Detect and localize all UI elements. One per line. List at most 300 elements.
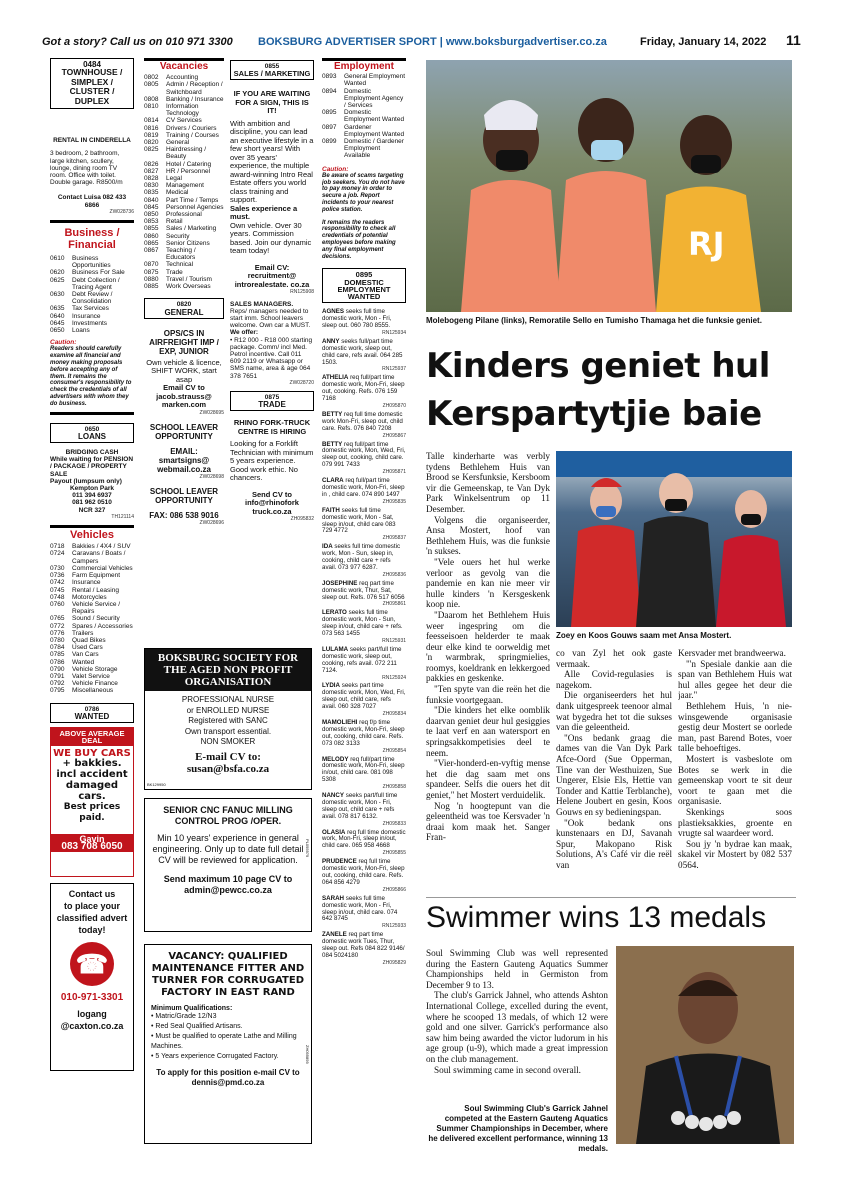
paragraph: Soul Swimming Club was well represented during the Eastern Gauteng Aquatics Summer Championships held in Germiston from December 9 to 13. (426, 948, 608, 990)
category-item[interactable] (144, 240, 224, 247)
entry-name: SARAH (322, 894, 345, 902)
category-item[interactable] (50, 579, 134, 586)
loans-line: BRIDGING CASH (65, 449, 119, 457)
svg-text:RJ: RJ (688, 225, 725, 263)
school-title: SCHOOL LEAVER OPPORTUNITY (149, 422, 219, 441)
contact-phone: 010-971-3301 (60, 991, 124, 1003)
category-label: Vehicle Service / Repairs (72, 600, 121, 616)
category-label: Vehicle Finance (72, 680, 118, 688)
category-code: 0853 (144, 218, 159, 226)
divider (50, 220, 134, 223)
sales-managers-ad[interactable] (230, 301, 314, 380)
bsfa-line: NON SMOKER (200, 737, 256, 746)
domestic-entry[interactable] (322, 339, 406, 374)
story1-column-1 (426, 451, 550, 891)
domestic-entry[interactable] (322, 896, 406, 931)
category-code: 0645 (50, 319, 65, 327)
category-label: Security (166, 232, 190, 240)
category-item[interactable] (144, 204, 224, 211)
ad-email: Email CV: recruitment@ introrealestate. co.za (234, 262, 310, 289)
category-code: 0650 (50, 327, 65, 335)
intro-real-estate-ad[interactable] (230, 90, 314, 289)
paragraph: Soul swimming came in second overall. (434, 1064, 581, 1075)
category-item[interactable] (50, 615, 134, 622)
category-label: Wanted (72, 658, 95, 666)
entry-name: LULAMA (322, 645, 349, 653)
entry-ref: ZH095837 (382, 535, 406, 542)
entry-text: req part time domestic work Tues, Thur, sleep out. Refs 084 822 9146/ 084 5024180 (322, 931, 405, 959)
school-title: SCHOOL LEAVER OPPORTUNITY (149, 487, 219, 506)
vacancies-list (144, 74, 224, 290)
phone-icon: ☎ (70, 942, 114, 986)
paragraph: "Vele ouers het hul werke verloor as gevolg van die pandemie en kan nie meer vir hulle kinders 'n Kersgeskenk koop nie. (426, 556, 550, 610)
ops-ref: ZW028695 (199, 409, 224, 416)
loans-ncr: NCR 327 (78, 506, 106, 514)
entry-text: seeks full time domestic work, Mon - Sun, sleep in, cooking, child care + refs avail. 073 977 6287. (322, 543, 401, 571)
entry-text: req full/part time domestic work, Mon, Wed, Fri, sleep out, cooking, child care. 079 991 7433 (322, 440, 406, 469)
category-item[interactable] (50, 327, 134, 334)
ops-title: OPS/CS IN AIRFREIGHT IMP / EXP, JUNIOR (149, 328, 219, 356)
entry-ref: ZH095858 (382, 784, 406, 791)
entry-name: PRUDENCE (322, 858, 357, 866)
category-code: 0845 (144, 203, 159, 211)
loans-ad[interactable] (50, 449, 134, 514)
category-item[interactable] (50, 630, 134, 637)
category-label: General (166, 139, 190, 147)
entry-ref: RN125931 (382, 638, 406, 644)
bsfa-ad[interactable] (144, 648, 312, 790)
kids-photo-illustration (426, 60, 792, 312)
category-code: 0791 (50, 672, 65, 680)
entry-text: req f/p time domestic work, Mon-Fri, sleep out, cooking, child care. Refs. 073 082 3133 (322, 718, 405, 747)
loans-ref: TH121114 (111, 513, 134, 520)
category-code: 0897 (322, 123, 337, 131)
category-code: 0730 (50, 564, 65, 572)
category-item[interactable] (50, 666, 134, 673)
entry-ref: RN125934 (382, 329, 406, 336)
page-number: 11 (786, 32, 801, 48)
vacancy-qual: • Matric/Grade 12/N3 (151, 1013, 217, 1020)
story1-headline-line1: Kinders geniet hul (426, 346, 770, 386)
vehicles-heading: Vehicles (69, 529, 115, 542)
category-label: Loans (72, 327, 90, 335)
employment-heading: Employment (322, 58, 406, 70)
bsfa-line: or ENROLLED NURSE (186, 705, 270, 715)
category-label: Domestic Employment Wanted (344, 109, 405, 124)
domestic-entry[interactable] (322, 544, 406, 579)
category-code: 0795 (50, 687, 65, 695)
gouws-photo-caption: Zoey en Koos Gouws saam met Ansa Mostert. (556, 631, 732, 640)
school-leaver-ad-2[interactable] (144, 487, 224, 520)
domestic-entry[interactable] (322, 720, 406, 755)
category-label: Tax Services (72, 305, 109, 313)
category-code: 0895 (322, 109, 337, 117)
loans-title: LOANS (78, 431, 106, 441)
cnc-title: SENIOR CNC FANUC MILLING CONTROL PROG /OPER. (163, 805, 293, 826)
category-label: Sales / Marketing (166, 225, 217, 233)
paragraph: "'n Spesiale dankie aan die span van Bethlehem Huis wat hul alles gegee het deur die jaar." (678, 658, 792, 701)
category-code: 0850 (144, 211, 159, 219)
paragraph: Volgens die organiseerder, Ansa Mostert, hoof van Bethlehem Huis, was die funksie 'n sukses. (426, 514, 550, 557)
domestic-entry[interactable] (322, 442, 406, 477)
loans-line: While waiting for PENSION / PACKAGE / PROPERTY SALE (50, 456, 134, 478)
category-label: Teaching / Educators (166, 247, 196, 262)
entry-ref: ZH095871 (382, 469, 406, 476)
page-header (0, 30, 842, 50)
entry-name: ZANELE (322, 931, 347, 939)
domestic-entry[interactable] (322, 932, 406, 967)
ad-line: incl accident (56, 768, 128, 780)
category-label: Used Cars (72, 644, 103, 652)
category-code: 0718 (50, 543, 65, 551)
category-label: Domestic Employment Agency / Services (344, 87, 404, 110)
sales-box[interactable] (230, 60, 314, 80)
category-item[interactable] (144, 96, 224, 103)
vacancy-ref: ZH095899 (305, 1045, 310, 1064)
domestic-entry[interactable] (322, 412, 406, 440)
entry-text: seeks full time domestic work, Mon - Sat, sleep in/out, child care 083 729 4772 (322, 506, 396, 535)
category-item[interactable] (50, 565, 134, 572)
domestic-entry[interactable] (322, 375, 406, 410)
category-label: Miscellaneous (72, 687, 114, 695)
category-item[interactable] (50, 601, 134, 615)
rhino-email: Send CV to info@rhinofork truck.co.za (245, 489, 299, 516)
mgr-body: Reps/ managers needed to start imm. School leavers welcome. Own car a MUST. (230, 307, 311, 330)
category-code: 0835 (144, 189, 159, 197)
category-item[interactable] (322, 88, 406, 110)
loans-phone: 011 394 6937 (72, 492, 112, 500)
category-item[interactable] (50, 659, 134, 666)
category-item[interactable] (144, 146, 224, 160)
fitter-vacancy-ad[interactable] (144, 944, 312, 1144)
domestic-entry[interactable] (322, 757, 406, 792)
entry-ref: ZH095861 (382, 601, 406, 608)
category-item[interactable] (50, 594, 134, 601)
bsfa-line: Own transport essential. (184, 726, 272, 736)
contact-us-ad[interactable] (50, 883, 134, 1071)
header-story-line: Got a story? Call us on 010 971 3300 (42, 36, 233, 48)
entry-name: BETTY (322, 440, 343, 448)
category-label: Banking / Insurance (166, 95, 224, 103)
wanted-title: WANTED (74, 711, 110, 721)
sales-code: 0855 (264, 63, 280, 70)
entry-ref: ZH095870 (382, 403, 406, 409)
category-item[interactable] (322, 109, 406, 123)
ad-phone: 083 708 6050 (61, 840, 123, 852)
ad-line: + bakkies. (62, 757, 122, 769)
category-item[interactable] (144, 233, 224, 240)
loans-box[interactable] (50, 423, 134, 443)
category-item[interactable] (144, 247, 224, 261)
caution-heading: Caution: (50, 339, 77, 347)
header-section[interactable]: BOKSBURG ADVERTISER SPORT | www.boksburgadvertiser.co.za (258, 36, 607, 48)
category-item[interactable] (50, 305, 134, 312)
domestic-entry[interactable] (322, 793, 406, 828)
category-item[interactable] (50, 277, 134, 291)
paragraph: "Ons bedank graag die dames van die Van Dyk Park Afce-Oord (Sue Opperman, Tine van der Westhuizen, Sue Ungerer, Elsie Els, Hettie van Tonder and Kattie Terblanche), Helene Joubert en gesin, Koos Gouws en sy bedieningspan. (556, 732, 672, 817)
category-code: 0885 (144, 283, 159, 291)
category-code: 0828 (144, 175, 159, 183)
category-code: 0893 (322, 73, 337, 81)
ad-subtitle: RENTAL IN CINDERELLA (53, 137, 131, 145)
category-item[interactable] (50, 543, 134, 550)
bsfa-title: BOKSBURG SOCIETY FOR THE AGED NON PROFIT ORGANISATION (145, 649, 311, 691)
category-item[interactable] (50, 644, 134, 651)
category-code: 0772 (50, 622, 65, 630)
ops-body: Own vehicle & licence, SHIFT WORK, start asap (146, 357, 222, 384)
domestic-entry[interactable] (322, 478, 406, 506)
general-box[interactable] (144, 298, 224, 318)
paragraph: Die organiseerders het hul dank uitgespreek teenoor almal wat bygedra het tot die sukses van die geleentheid. (556, 690, 672, 733)
ad-ref: RN125908 (290, 289, 314, 296)
category-code: 0742 (50, 579, 65, 587)
category-item[interactable] (144, 269, 224, 276)
kids-photo-caption: Molebogeng Pilane (links), Remoratile Sello en Tumisho Thamaga het die funksie geniet. (426, 316, 762, 325)
category-label: Sound / Security (72, 615, 120, 623)
category-item[interactable] (50, 623, 134, 630)
ad-title: TOWNHOUSE / SIMPLEX / CLUSTER / DUPLEX (61, 67, 123, 106)
category-code: 0880 (144, 275, 159, 283)
category-label: Senior Citizens (166, 239, 210, 247)
category-item[interactable] (50, 680, 134, 687)
paragraph: "Daarom het Bethlehem Huis weer ingespring om die feesseisoen helderder te maak deur elke kind te oorweldig met 'n warmbrak, springmielies, roomys, koeldrank en lekkergoed pakkies en geskenke. (426, 609, 550, 684)
school-ref: ZW028696 (199, 520, 224, 527)
category-item[interactable] (144, 276, 224, 283)
category-code: 0776 (50, 629, 65, 637)
ad-code: 0484 (83, 60, 101, 69)
category-item[interactable] (50, 587, 134, 594)
ad-ref: ZW028736 (109, 208, 134, 215)
story2-headline: Swimmer wins 13 medals (426, 897, 796, 939)
category-item[interactable] (144, 211, 224, 218)
classifieds-column-1 (50, 58, 134, 1148)
domestic-entry[interactable] (322, 830, 406, 858)
category-code: 0786 (50, 658, 65, 666)
story2-body (426, 948, 608, 1088)
category-code: 0635 (50, 305, 65, 313)
category-item[interactable] (144, 103, 224, 117)
category-item[interactable] (322, 124, 406, 138)
bsfa-line: Registered with SANC (188, 716, 268, 725)
loans-line: Kempton Park (69, 485, 115, 493)
entry-text: seeks full time domestic work, Mon - Sun, sleep in/out, child care + refs. 073 563 1455 (322, 609, 403, 638)
category-code: 0867 (144, 247, 159, 255)
category-item[interactable] (144, 161, 224, 168)
ad-headline: IF YOU ARE WAITING FOR A SIGN, THIS IS IT! (233, 89, 311, 116)
entry-name: AGNES (322, 308, 345, 316)
category-label: Information Technology (166, 103, 199, 118)
category-label: Motorcycles (72, 593, 107, 601)
category-item[interactable] (50, 320, 134, 327)
rhino-title: RHINO FORK-TRUCK CENTRE IS HIRING (233, 418, 311, 436)
domestic-entry[interactable] (322, 859, 406, 894)
category-item[interactable] (144, 261, 224, 268)
entry-ref: ZH095867 (382, 432, 406, 439)
vacancy-apply: To apply for this position e-mail CV to dennis@pmd.co.za (156, 1068, 300, 1087)
category-label: Business For Sale (72, 269, 125, 277)
ad-body-2: Own vehicle. Over 30 years. Commission based. Join our dynamic team today! (230, 220, 312, 256)
business-financial-heading: Business / Financial (64, 227, 120, 252)
header-date: Friday, January 14, 2022 (640, 36, 767, 48)
category-label: Professional (166, 211, 202, 219)
category-item[interactable] (144, 125, 224, 132)
story1-column-3 (678, 648, 792, 892)
swimmer-photo-caption: Soul Swimming Club's Garrick Jahnel competed at the Eastern Gauteng Aquatics Summer Championships in December, where he delivered excellent performance, winning 13 medals. (428, 1104, 608, 1153)
category-code: 0865 (144, 239, 159, 247)
category-item[interactable] (144, 218, 224, 225)
sales-title: SALES / MARKETING (233, 69, 311, 79)
category-item[interactable] (50, 673, 134, 680)
category-item[interactable] (50, 313, 134, 320)
paragraph: "Die kinders het elke oomblik daarvan geniet deur hul gesiggies te laat verf en aan watersport en springsakkompetisies deel te neem. (426, 705, 550, 758)
category-label: Gardener Employment Wanted (344, 123, 405, 138)
category-label: Investments (72, 319, 108, 327)
category-item[interactable] (322, 138, 406, 160)
vacancies-heading: Vacancies (144, 58, 224, 70)
entry-name: ANNY (322, 337, 340, 345)
category-code: 0894 (322, 87, 337, 95)
caution-text: Readers should carefully examine all financial and money making proposals before accepting any of them. It remains the consumer's responsibility to check the credentials of all advertisers with whom they do business. (50, 346, 132, 407)
category-label: Technical (166, 261, 194, 269)
entry-name: NANCY (322, 792, 345, 800)
category-label: Legal (166, 175, 182, 183)
wanted-box[interactable] (50, 703, 134, 723)
paragraph: Kersvader met brandweerwa. (678, 648, 786, 658)
entry-text: seeks full/part time domestic work, sleep out, child care, refs avail. 064 285 1503. (322, 337, 403, 366)
classifieds-column-4 (322, 58, 406, 1158)
domestic-entry[interactable] (322, 683, 406, 718)
school-email: EMAIL: smartsigns@ webmail.co.za (157, 446, 211, 474)
category-item[interactable] (50, 269, 134, 276)
category-item[interactable] (144, 175, 224, 182)
category-label: Hotel / Catering (166, 160, 212, 168)
paragraph: co van Zyl het ook gaste vermaak. (556, 648, 672, 669)
category-code: 0805 (144, 81, 159, 89)
ops-ad[interactable] (144, 329, 224, 410)
category-item[interactable] (144, 139, 224, 146)
caution-text: Be aware of scams targeting job seekers. You do not have to pay money in order to secure a job. Report incidents to your nearest police station. (322, 172, 405, 213)
we-buy-cars-ad[interactable] (50, 727, 134, 877)
domestic-entry[interactable] (322, 610, 406, 645)
category-item[interactable] (50, 255, 134, 269)
category-label: Accounting (166, 74, 199, 82)
category-code: 0792 (50, 680, 65, 688)
trade-code: 0875 (264, 394, 280, 402)
cnc-ad[interactable] (144, 798, 312, 932)
category-code: 0808 (144, 95, 159, 103)
category-item[interactable] (144, 283, 224, 290)
category-code: 0819 (144, 131, 159, 139)
classifieds-column-3 (230, 58, 314, 648)
paragraph: Skenkings soos plastieksakkies, groente en vrugte sal waardeer word. (678, 806, 792, 839)
paragraph: Sou jy 'n bydrae kan maak, skakel vir Mostert by 082 537 0564. (678, 838, 792, 870)
category-item[interactable] (322, 73, 406, 87)
category-item[interactable] (144, 197, 224, 204)
ad-line: Best prices paid. (63, 801, 121, 823)
category-item[interactable] (50, 550, 134, 564)
category-code: 0630 (50, 291, 65, 299)
caution-heading: Caution: (322, 165, 349, 173)
category-code: 0765 (50, 615, 65, 623)
entry-ref: ZH095854 (382, 747, 406, 754)
category-code: 0810 (144, 103, 159, 111)
entry-name: LYDIA (322, 682, 340, 690)
entry-ref: RN125924 (382, 674, 406, 681)
domestic-entries (322, 309, 406, 967)
category-label: Travel / Tourism (166, 275, 212, 283)
category-item[interactable] (144, 132, 224, 139)
category-code: 0790 (50, 665, 65, 673)
category-label: HR / Personnel (166, 167, 211, 175)
category-code: 0827 (144, 167, 159, 175)
category-code: 0855 (144, 225, 159, 233)
category-label: Admin / Reception / Switchboard (166, 81, 223, 96)
vacancy-qual-heading: Minimum Qualifications: (151, 1005, 233, 1012)
entry-text: seeks full time domestic work, Mon - Fri, sleep out. 060 780 8555. (322, 308, 392, 330)
category-label: Part Time / Temps (166, 196, 219, 204)
category-label: Work Overseas (166, 283, 211, 291)
domestic-entry[interactable] (322, 647, 406, 682)
entry-name: LERATO (322, 609, 347, 617)
category-item[interactable] (144, 168, 224, 175)
entry-ref: ZH095855 (382, 850, 406, 857)
category-code: 0760 (50, 600, 65, 608)
ad-contact: Contact Luisa 082 433 6866 (57, 194, 127, 209)
domestic-box[interactable] (322, 268, 406, 303)
ad-line: damaged cars. (65, 779, 119, 802)
domestic-entry[interactable] (322, 508, 406, 543)
category-item[interactable] (50, 687, 134, 694)
category-code: 0840 (144, 196, 159, 204)
entry-ref: ZH095836 (382, 571, 406, 578)
employment-list (322, 73, 406, 159)
category-item[interactable] (144, 81, 224, 95)
domestic-entry[interactable] (322, 581, 406, 609)
ad-banner: ABOVE AVERAGE DEAL (51, 728, 133, 746)
contact-line: today! (78, 924, 106, 935)
gouws-photo-illustration (556, 451, 792, 627)
entry-text: seeks part/full time domestic work, sleep out, cooking, refs avail. 072 211 7124. (322, 645, 402, 674)
category-item[interactable] (144, 189, 224, 196)
category-label: Management (166, 182, 204, 190)
category-item[interactable] (50, 572, 134, 579)
kids-photo (426, 60, 792, 312)
category-label: Retail (166, 218, 183, 226)
category-item[interactable] (144, 117, 224, 124)
trade-box[interactable] (230, 391, 314, 411)
category-item[interactable] (50, 291, 134, 305)
domestic-entry[interactable] (322, 309, 406, 337)
entry-name: IDA (322, 543, 333, 551)
entry-text: req full/part time domestic work, Mon-Fri, sleep out, cooking. Refs. 076 159 7168 (322, 374, 405, 403)
vacancy-title: VACANCY: QUALIFIED MAINTENANCE FITTER AND TURNER FOR CORRUGATED FACTORY IN EAST RAND (151, 951, 305, 998)
category-item[interactable] (144, 74, 224, 81)
cnc-body: Min 10 years' experience in general engineering. Only up to date full detail CV will be reviewed for application. (152, 833, 304, 865)
caution-text-2: It remains the readers responsibility to check all credentials of potential employees before making any final employment decisions. (322, 219, 396, 260)
school-fax: FAX: 086 538 9016 (149, 511, 219, 521)
townhouse-ad[interactable] (50, 58, 134, 109)
category-item[interactable] (50, 651, 134, 658)
category-item[interactable] (50, 637, 134, 644)
category-item[interactable] (144, 182, 224, 189)
school-leaver-ad-1[interactable] (144, 423, 224, 474)
entry-ref: ZH095866 (382, 886, 406, 893)
rhino-ad[interactable] (230, 419, 314, 516)
paragraph: "Vier-honderd-en-vyftig mense het die dag saam met ons spandeer. Selfs die ouers het dit geniet," het Mostert verduidelik. (426, 758, 550, 800)
category-label: Quad Bikes (72, 636, 106, 644)
category-item[interactable] (144, 225, 224, 232)
category-code: 0748 (50, 593, 65, 601)
